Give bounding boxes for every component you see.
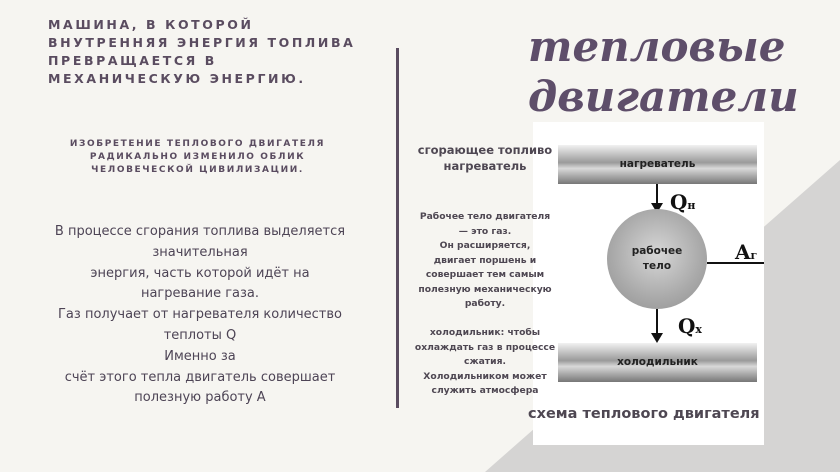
q-symbol: Q [670, 190, 688, 214]
note-line: совершает тем самым [425, 269, 545, 280]
q-subscript: н [687, 199, 696, 212]
subheading: ИЗОБРЕТЕНИЕ ТЕПЛОВОГО ДВИГАТЕЛЯ РАДИКАЛЬНО ИЗМЕНИЛО ОБЛИК ЧЕЛОВЕЧЕСКОЙ ЦИВИЛИЗАЦИИ. [69, 139, 326, 175]
body-line: теплоты Q [163, 327, 237, 343]
diagram-caption: схема теплового двигателя [528, 406, 760, 422]
note-line: работу. [464, 298, 506, 309]
note-line: служить атмосфера [431, 385, 539, 396]
circle-line: тело [642, 260, 672, 272]
title-line: двигатели [528, 72, 799, 121]
working-body-circle [607, 209, 707, 309]
note-line: Он расширяется, [439, 240, 531, 251]
work-label [735, 240, 757, 264]
body-line: Газ получает от нагревателя количество [58, 307, 342, 323]
working-body-note [405, 210, 565, 399]
divider [396, 48, 399, 408]
note-line: полезную механическую [418, 283, 552, 295]
heat-in-arrow [656, 184, 658, 211]
body-line: В процессе сгорания топлива выделяется [54, 224, 346, 239]
a-symbol: A [735, 240, 751, 264]
note-line: Холодильником может [423, 370, 547, 382]
circle-line: рабочее [631, 245, 683, 257]
body-line: Именно за [164, 348, 236, 364]
q-cold-label [678, 314, 702, 338]
cooler-bar: холодильник [558, 343, 757, 382]
body-line: счёт этого тепла двигатель совершает [64, 369, 336, 385]
note-line: холодильник: чтобы [429, 327, 541, 338]
note-line: сгорающее топливо [417, 143, 553, 157]
title-line: тепловые [528, 22, 786, 71]
note-line: Рабочее тело двигателя [419, 211, 551, 222]
a-subscript: г [750, 249, 758, 262]
body-text [40, 222, 360, 409]
body-line: полезную работу А [134, 390, 266, 406]
note-line: нагреватель [443, 159, 527, 173]
note-line: — это газ. [458, 225, 512, 237]
body-line: значительная [152, 244, 248, 260]
note-line: охлаждать газ в процессе [414, 341, 556, 353]
q-symbol: Q [678, 314, 696, 338]
heat-out-arrow [656, 309, 658, 341]
heater-bar: нагреватель [558, 145, 757, 184]
fuel-note [405, 142, 565, 174]
body-line: нагревание газа. [140, 286, 260, 302]
main-heading: МАШИНА, В КОТОРОЙ ВНУТРЕННЯЯ ЭНЕРГИЯ ТОПЛИВА ПРЕВРАЩАЕТСЯ В МЕХАНИЧЕСКУЮ ЭНЕРГИЮ. [48, 17, 356, 86]
body-line: энергия, часть которой идёт на [90, 265, 310, 281]
note-line: двигает поршень и [433, 254, 537, 266]
q-subscript: х [695, 323, 702, 336]
slide-title [528, 22, 799, 122]
note-line: сжатия. [464, 356, 506, 367]
q-heat-label [670, 190, 695, 214]
